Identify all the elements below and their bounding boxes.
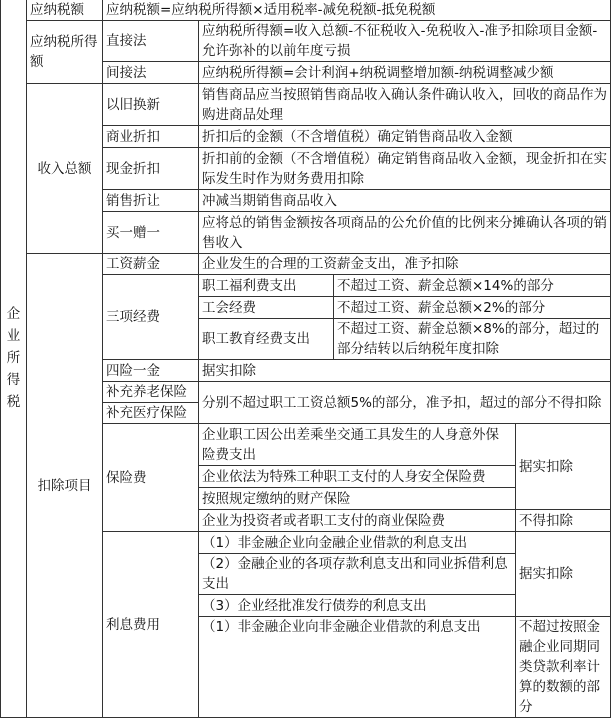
income-row-name: 现金折扣 xyxy=(103,148,199,190)
income-row-text: 折扣后的金额（不含增值税）确定销售商品收入金额 xyxy=(199,126,611,148)
indirect-method-formula: 应纳税所得额=会计利润+纳税调整增加额-纳税调整减少额 xyxy=(199,62,611,84)
insurance-item: 企业依法为特殊工种职工支付的人身安全保险费 xyxy=(199,466,516,488)
tax-payable-formula: 应纳税额=应纳税所得额×适用税率-减免税额-抵免税额 xyxy=(103,0,611,21)
four-funds-text: 据实扣除 xyxy=(199,360,611,382)
fund-item-name: 工会经费 xyxy=(199,297,334,319)
income-row-text: 销售商品应当按照销售商品收入确认条件确认收入，回收的商品作为购进商品处理 xyxy=(199,84,611,126)
income-row-name: 买一赠一 xyxy=(103,212,199,254)
interest-item: （2）金融企业的各项存款利息支出和同业拆借利息支出 xyxy=(199,554,516,595)
three-funds-label: 三项经费 xyxy=(103,275,199,360)
income-row-name: 以旧换新 xyxy=(103,84,199,126)
insurance-not-deductible: 不得扣除 xyxy=(516,510,611,532)
enterprise-income-tax-label: 企业所得税 xyxy=(1,0,27,718)
interest-limit-text: 不超过按照金融企业同期同类贷款利率计算的数额的部分 xyxy=(516,617,611,718)
direct-method-formula: 应纳税所得额=收入总额-不征税收入-免税收入-准予扣除项目金额-允许弥补的以前年度亏损 xyxy=(199,21,611,62)
insurance-item: 企业职工因公出差乘坐交通工具发生的人身意外保险费支出 xyxy=(199,424,516,466)
income-row-name: 销售折让 xyxy=(103,190,199,212)
interest-item: （1）非金融企业向金融企业借款的利息支出 xyxy=(199,532,516,554)
four-funds-label: 四险一金 xyxy=(103,360,199,382)
interest-item: （1）非金融企业向非金融企业借款的利息支出 xyxy=(199,617,516,718)
income-row-name: 商业折扣 xyxy=(103,126,199,148)
income-row-text: 折扣前的金额（不含增值税）确定销售商品收入金额，现金折扣在实际发生时作为财务费用扣除 xyxy=(199,148,611,190)
taxable-income-label: 应纳税所得额 xyxy=(27,21,103,84)
interest-actual-deduction: 据实扣除 xyxy=(516,532,611,617)
income-row-text: 应将总的销售金额按各项商品的公允价值的比例来分摊确认各项的销售收入 xyxy=(199,212,611,254)
supplementary-insurance-text: 分别不超过职工工资总额5%的部分，准予扣，超过的部分不得扣除 xyxy=(199,382,611,424)
tax-payable-label: 应纳税额 xyxy=(27,0,103,21)
insurance-item: 按照规定缴纳的财产保险 xyxy=(199,488,516,510)
deductions-label: 扣除项目 xyxy=(27,254,103,718)
total-income-label: 收入总额 xyxy=(27,84,103,254)
wages-text: 企业发生的合理的工资薪金支出，准予扣除 xyxy=(199,254,611,275)
direct-method-label: 直接法 xyxy=(103,21,199,62)
insurance-item: 企业为投资者或者职工支付的商业保险费 xyxy=(199,510,516,532)
supplementary-medical-label: 补充医疗保险 xyxy=(103,403,199,424)
income-row-text: 冲减当期销售商品收入 xyxy=(199,190,611,212)
wages-label: 工资薪金 xyxy=(103,254,199,275)
fund-item-name: 职工福利费支出 xyxy=(199,275,334,297)
interest-item: （3）企业经批准发行债券的利息支出 xyxy=(199,595,516,617)
fund-item-text: 不超过工资、薪金总额×8%的部分，超过的部分结转以后纳税年度扣除 xyxy=(334,319,611,360)
indirect-method-label: 间接法 xyxy=(103,62,199,84)
insurance-actual-deduction: 据实扣除 xyxy=(516,424,611,510)
insurance-label: 保险费 xyxy=(103,424,199,532)
interest-label: 利息费用 xyxy=(103,532,199,718)
fund-item-text: 不超过工资、薪金总额×14%的部分 xyxy=(334,275,611,297)
fund-item-text: 不超过工资、薪金总额×2%的部分 xyxy=(334,297,611,319)
fund-item-name: 职工教育经费支出 xyxy=(199,319,334,360)
supplementary-pension-label: 补充养老保险 xyxy=(103,382,199,403)
